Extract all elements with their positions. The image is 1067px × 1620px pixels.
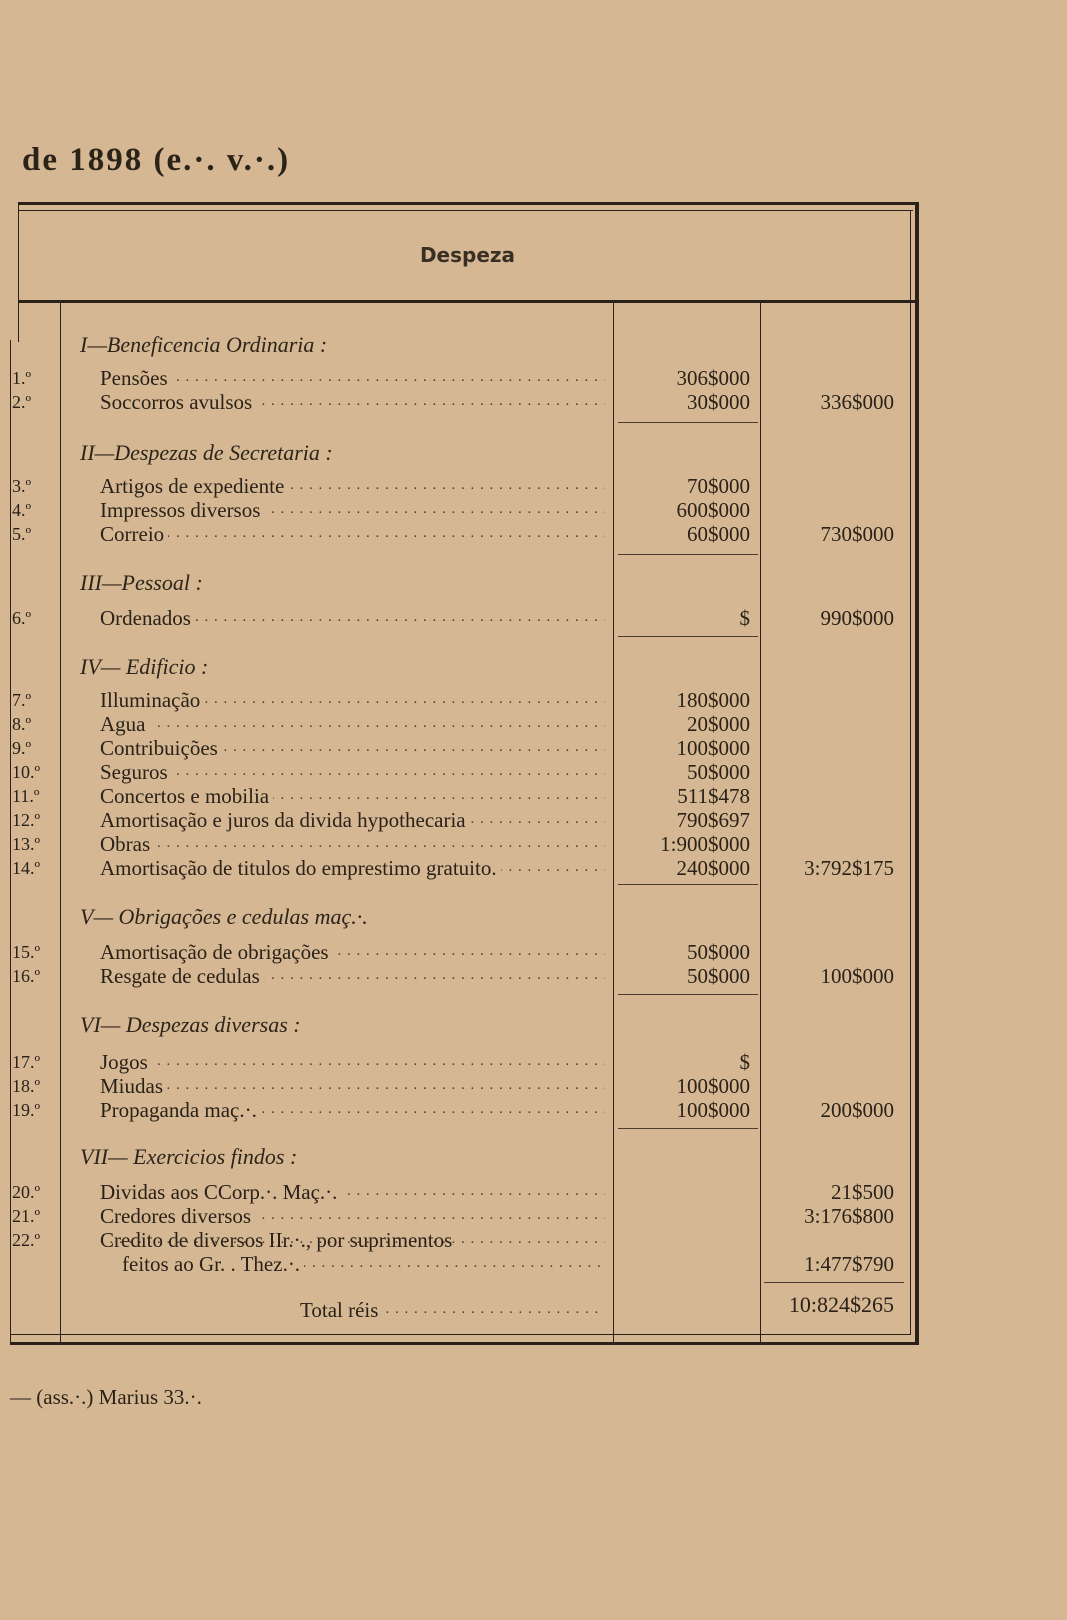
- item-label: feitos ao Gr. . Thez.·. . . .: [122, 1252, 605, 1277]
- item-label: Credores diversos . . .: [100, 1204, 605, 1229]
- item-number: 9.º: [12, 738, 32, 758]
- subtotal-rule: [618, 884, 758, 885]
- total-value: 10:824$265: [788, 1292, 894, 1317]
- item-amount: 180$000: [676, 688, 750, 712]
- item-number: 1.º: [12, 368, 32, 388]
- item-label: Contribuições . . .: [100, 736, 605, 761]
- table-row: [0, 366, 910, 390]
- item-label: Illuminação . . .: [100, 688, 605, 713]
- section-title: VII— Exercicios findos :: [80, 1144, 298, 1169]
- item-amount: 70$000: [687, 474, 750, 498]
- subtotal-rule: [764, 1282, 904, 1283]
- item-amount: 50$000: [687, 940, 750, 964]
- table-row: [0, 784, 910, 808]
- table-row: [0, 688, 910, 712]
- item-total: 336$000: [820, 390, 894, 414]
- item-number: 12.º: [12, 810, 41, 830]
- item-amount: 511$478: [677, 784, 750, 808]
- table-row: [0, 1252, 910, 1276]
- table-bottom-rule: [10, 1342, 915, 1345]
- page-heading: de 1898 (e.·. v.·.): [22, 142, 291, 178]
- item-label: Correio . . .: [100, 522, 605, 547]
- item-number: 8.º: [12, 714, 32, 734]
- subtotal-rule: [618, 422, 758, 423]
- item-label: Concertos e mobilia . . .: [100, 784, 605, 809]
- item-amount: 306$000: [676, 366, 750, 390]
- table-header-rule: [18, 300, 916, 303]
- section-title: VI— Despezas diversas :: [80, 1012, 301, 1037]
- item-label: Amortisação de obrigações . . .: [100, 940, 605, 965]
- item-amount: 100$000: [676, 736, 750, 760]
- item-amount: 20$000: [687, 712, 750, 736]
- item-number: 2.º: [12, 392, 32, 412]
- total-label: Total réis . . .: [300, 1298, 605, 1323]
- item-label: Miudas . . .: [100, 1074, 605, 1099]
- item-total: 990$000: [820, 606, 894, 630]
- item-number: 17.º: [12, 1052, 41, 1072]
- table-row: [0, 390, 910, 414]
- item-total: 21$500: [831, 1180, 894, 1204]
- item-amount: 600$000: [676, 498, 750, 522]
- item-label: Dividas aos CCorp.·. Maç.·. . . .: [100, 1180, 605, 1205]
- item-label: Credito de diversos IIr.·., por suprimentos . . .: [100, 1228, 605, 1253]
- item-total: 1:477$790: [804, 1252, 894, 1276]
- item-number: 15.º: [12, 942, 41, 962]
- item-number: 7.º: [12, 690, 32, 710]
- item-label: Soccorros avulsos . . .: [100, 390, 605, 415]
- item-number: 14.º: [12, 858, 41, 878]
- item-amount: 30$000: [687, 390, 750, 414]
- table-row: [0, 1074, 910, 1098]
- table-right-inner-border: [910, 210, 911, 1335]
- item-label: Seguros . . .: [100, 760, 605, 785]
- subtotal-rule: [618, 1128, 758, 1129]
- item-number: 21.º: [12, 1206, 41, 1226]
- table-top-rule: [18, 202, 918, 205]
- item-total: 100$000: [820, 964, 894, 988]
- section-title: V— Obrigações e cedulas maç.·.: [80, 904, 368, 929]
- item-amount: 50$000: [687, 964, 750, 988]
- item-number: 10.º: [12, 762, 41, 782]
- item-total: 730$000: [820, 522, 894, 546]
- item-number: 20.º: [12, 1182, 41, 1202]
- item-number: 19.º: [12, 1100, 41, 1120]
- item-amount: 240$000: [676, 856, 750, 880]
- item-label: Ordenados . . .: [100, 606, 605, 631]
- item-amount: 1:900$000: [660, 832, 750, 856]
- signature-line: — (ass.·.) Marius 33.·.: [10, 1385, 202, 1409]
- table-row: [0, 1204, 910, 1228]
- item-label: Propaganda maç.·. . . .: [100, 1098, 605, 1123]
- table-row: [0, 712, 910, 736]
- section-title: IV— Edificio :: [80, 654, 209, 679]
- subtotal-rule: [618, 636, 758, 637]
- table-row: [0, 1228, 910, 1252]
- table-row: [0, 808, 910, 832]
- table-row: [0, 498, 910, 522]
- table-row: [0, 1050, 910, 1074]
- item-number: 5.º: [12, 524, 32, 544]
- table-left-border: [18, 202, 19, 342]
- item-number: 13.º: [12, 834, 41, 854]
- section-title: III—Pessoal :: [80, 570, 203, 595]
- item-total: 3:176$800: [804, 1204, 894, 1228]
- subtotal-rule: [618, 994, 758, 995]
- item-label: Agua . . .: [100, 712, 605, 737]
- item-amount: 60$000: [687, 522, 750, 546]
- item-label: Amortisação e juros da divida hypothecaria . . .: [100, 808, 605, 833]
- item-amount: $: [739, 1050, 750, 1074]
- item-label: Jogos . . .: [100, 1050, 605, 1075]
- item-label: Resgate de cedulas . . .: [100, 964, 605, 989]
- item-amount: 100$000: [676, 1074, 750, 1098]
- subtotal-rule: [618, 554, 758, 555]
- table-row: [0, 606, 910, 630]
- table-row: [0, 522, 910, 546]
- item-amount: $: [739, 606, 750, 630]
- item-label: Artigos de expediente . . .: [100, 474, 605, 499]
- item-number: 6.º: [12, 608, 32, 628]
- item-label: Obras . . .: [100, 832, 605, 857]
- table-row: [0, 474, 910, 498]
- table-row: [0, 856, 910, 880]
- item-total: 200$000: [820, 1098, 894, 1122]
- item-amount: 50$000: [687, 760, 750, 784]
- item-label: Pensões . . .: [100, 366, 605, 391]
- table-row: [0, 760, 910, 784]
- table-row: [0, 736, 910, 760]
- table-bottom-rule-thin: [10, 1334, 910, 1335]
- item-number: 16.º: [12, 966, 41, 986]
- section-title: I—Beneficencia Ordinaria :: [80, 332, 328, 357]
- table-row: [0, 964, 910, 988]
- item-total: 3:792$175: [804, 856, 894, 880]
- section-title: II—Despezas de Secretaria :: [80, 440, 333, 465]
- item-amount: 100$000: [676, 1098, 750, 1122]
- table-row: [0, 1180, 910, 1204]
- table-row: [0, 1098, 910, 1122]
- table-caption: Despeza: [419, 243, 516, 267]
- item-label: Impressos diversos . . .: [100, 498, 605, 523]
- item-number: 11.º: [12, 786, 40, 806]
- table-row: [0, 940, 910, 964]
- item-label: Amortisação de titulos do emprestimo gratuito. . . .: [100, 856, 605, 881]
- item-number: 4.º: [12, 500, 32, 520]
- item-amount: 790$697: [676, 808, 750, 832]
- item-number: 22.º: [12, 1230, 41, 1250]
- table-row: [0, 832, 910, 856]
- item-number: 3.º: [12, 476, 32, 496]
- item-number: 18.º: [12, 1076, 41, 1096]
- table-right-border: [915, 202, 919, 1345]
